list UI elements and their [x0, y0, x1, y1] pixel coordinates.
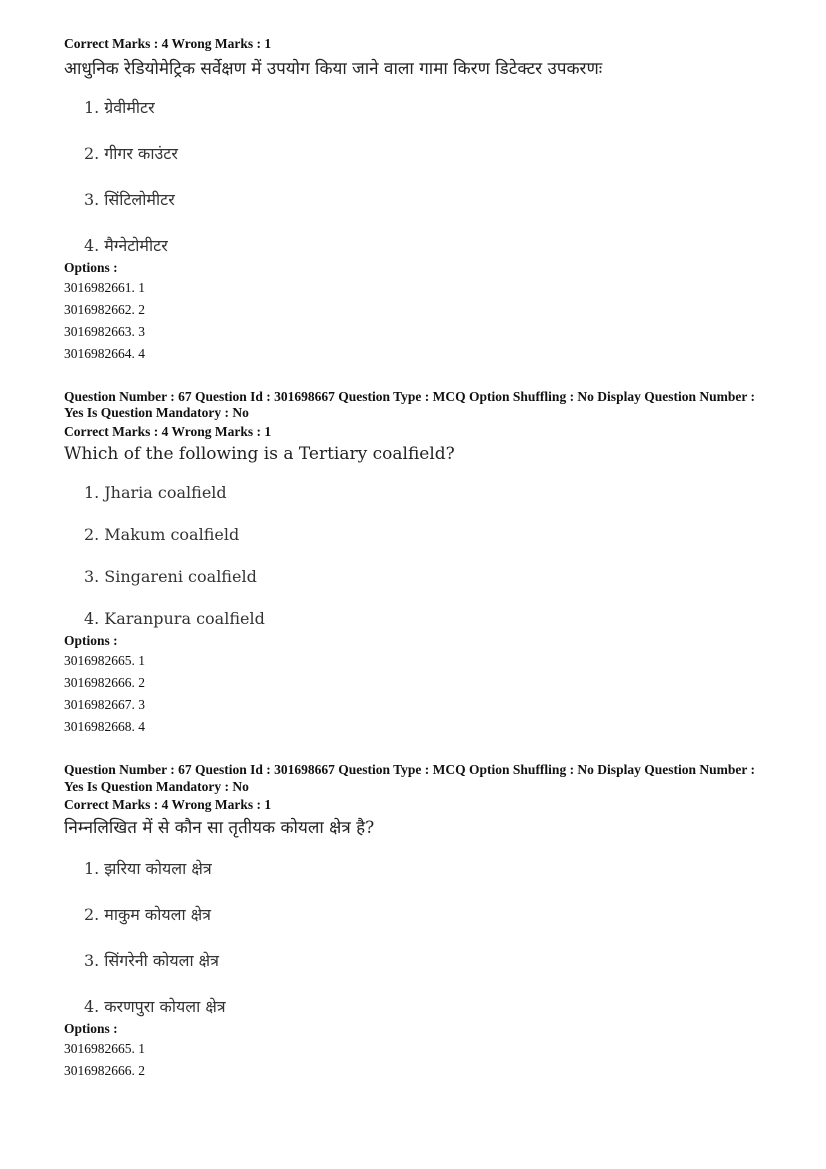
option-3: 3. सिंगरेनी कोयला क्षेत्र — [84, 950, 219, 970]
options-label: Options : — [64, 1020, 118, 1036]
question-block-3 — [64, 762, 764, 1082]
question-text: निम्नलिखित में से कौन सा तृतीयक कोयला क्षेत्र है? — [64, 817, 375, 838]
option-1: 1. ग्रेवीमीटर — [84, 97, 155, 117]
marks-line: Correct Marks : 4 Wrong Marks : 1 — [64, 423, 272, 439]
exam-page — [64, 36, 764, 1082]
question-text: Which of the following is a Tertiary coalfield? — [64, 444, 455, 464]
choice-row: 3016982667. 3 — [64, 697, 145, 712]
option-3: 3. सिंटिलोमीटर — [84, 189, 175, 209]
options-label: Options : — [64, 259, 118, 275]
choice-row: 3016982663. 3 — [64, 323, 145, 339]
option-1: 1. Jharia coalfield — [84, 483, 227, 502]
choice-row: 3016982666. 2 — [64, 1062, 145, 1078]
option-4: 4. मैग्नेटोमीटर — [84, 235, 168, 255]
option-2: 2. Makum coalfield — [84, 525, 240, 544]
choice-row: 3016982661. 1 — [64, 279, 145, 295]
choice-row: 3016982666. 2 — [64, 675, 145, 690]
question-header: Question Number : 67 Question Id : 301698667 Question Type : MCQ Option Shuffling : No Display Question Number : Yes Is Question Mandatory : No — [64, 388, 755, 420]
options-label: Options : — [64, 633, 118, 648]
question-text: आधुनिक रेडियोमेट्रिक सर्वेक्षण में उपयोग किया जाने वाला गामा किरण डिटेक्टर उपकरणः — [64, 58, 603, 79]
marks-line: Correct Marks : 4 Wrong Marks : 1 — [64, 797, 272, 812]
choice-row: 3016982665. 1 — [64, 653, 145, 668]
option-1: 1. झरिया कोयला क्षेत्र — [84, 858, 212, 878]
option-4: 4. करणपुरा कोयला क्षेत्र — [84, 996, 226, 1016]
question-block-1 — [64, 36, 764, 365]
marks-line: Correct Marks : 4 Wrong Marks : 1 — [64, 36, 272, 51]
option-4: 4. Karanpura coalfield — [84, 609, 265, 628]
option-2: 2. गीगर काउंटर — [84, 143, 178, 163]
question-block-2 — [64, 389, 764, 739]
question-header: Question Number : 67 Question Id : 301698667 Question Type : MCQ Option Shuffling : No Display Question Number : Yes Is Question Mandatory : No — [64, 762, 755, 794]
choice-row: 3016982664. 4 — [64, 345, 145, 361]
choice-row: 3016982665. 1 — [64, 1040, 145, 1056]
option-3: 3. Singareni coalfield — [84, 567, 257, 586]
choice-row: 3016982668. 4 — [64, 719, 145, 734]
choice-row: 3016982662. 2 — [64, 301, 145, 317]
option-2: 2. माकुम कोयला क्षेत्र — [84, 904, 212, 924]
